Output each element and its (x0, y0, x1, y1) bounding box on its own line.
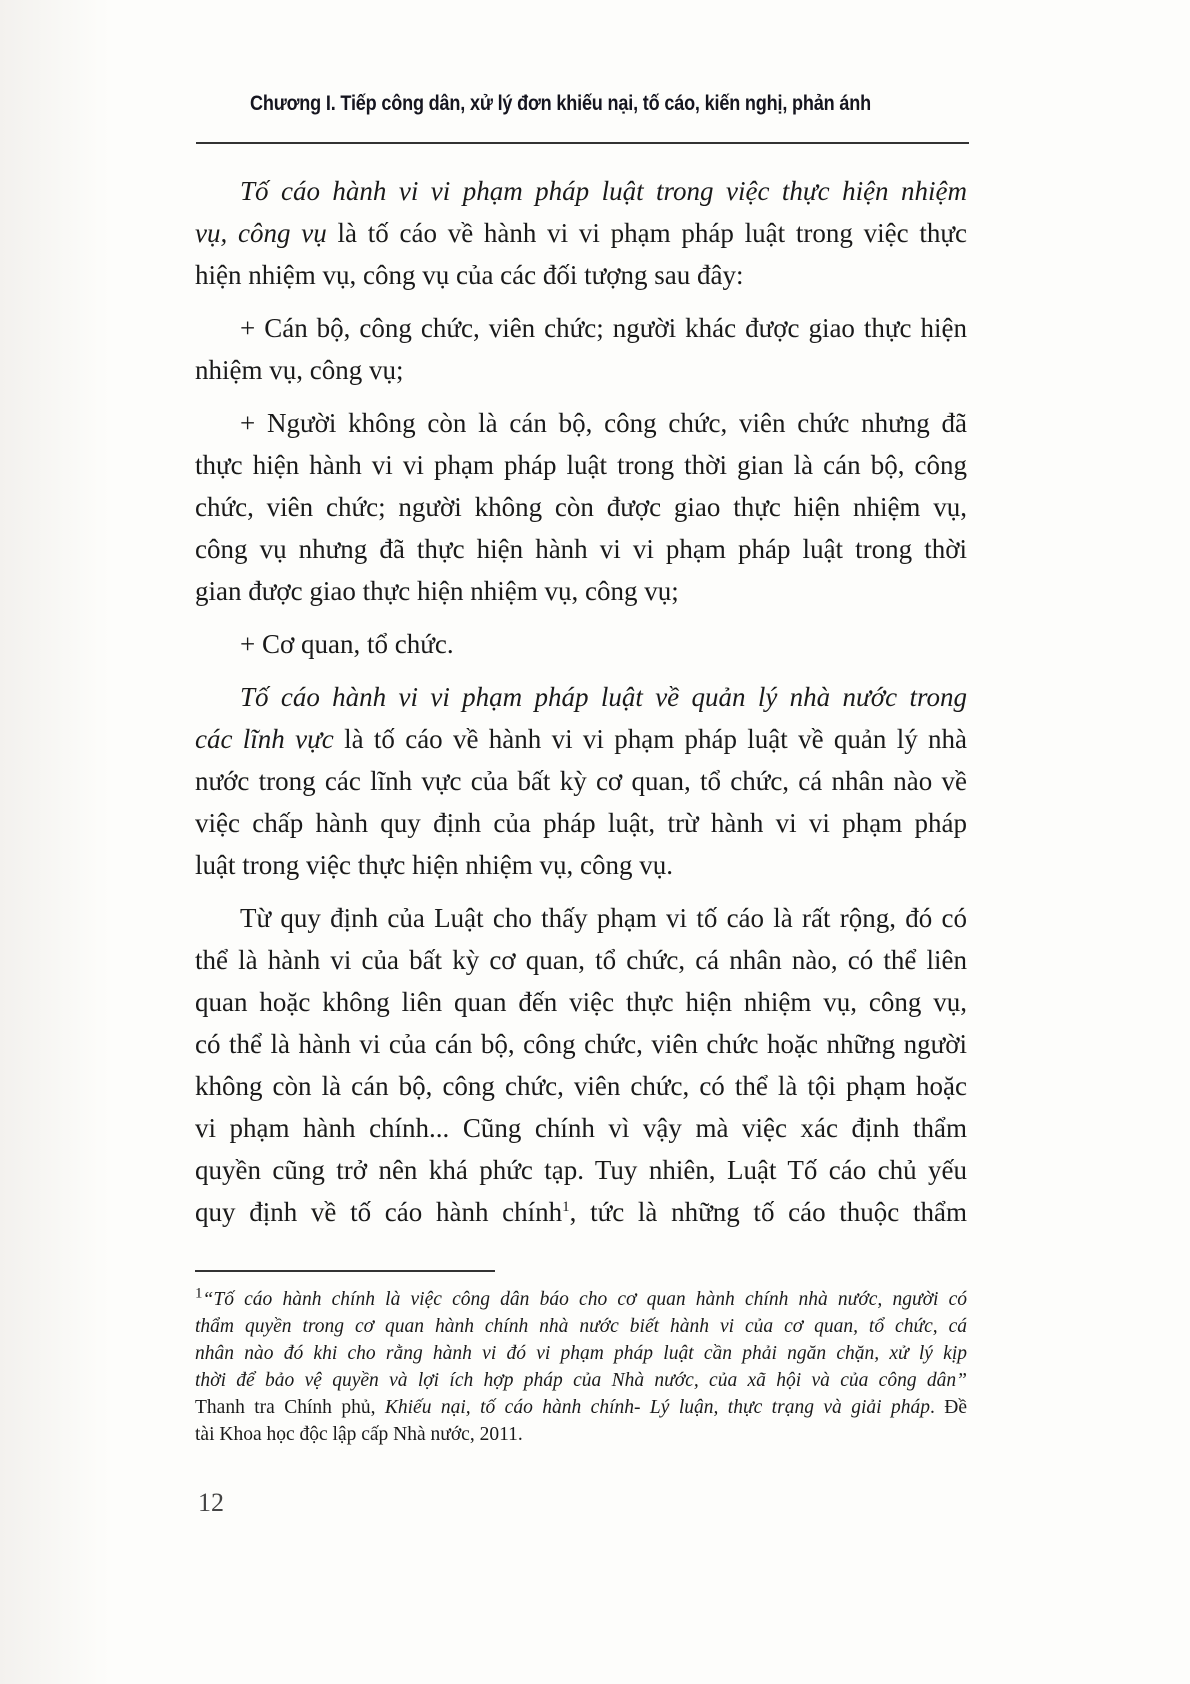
footnote-line (195, 1286, 967, 1313)
italic-text: thời để bảo vệ quyền và lợi ích hợp pháp của Nhà nước, của xã hội và của công dân” (195, 1370, 967, 1391)
text: + Người không còn là cán bộ, công chức, viên chức nhưng đã (240, 408, 967, 438)
footnote-line (195, 1394, 967, 1421)
footnote-line (195, 1340, 967, 1367)
text-line (195, 1149, 967, 1191)
text-line (195, 1023, 967, 1065)
text-line (195, 718, 967, 760)
text: công vụ nhưng đã thực hiện hành vi vi phạm pháp luật trong thời (195, 534, 967, 564)
text-line (195, 444, 967, 486)
text-line (195, 1191, 967, 1233)
paragraph (195, 402, 967, 612)
running-header: Chương I. Tiếp công dân, xử lý đơn khiếu nại, tố cáo, kiến nghị, phản ánh (250, 92, 871, 115)
page-edge-shadow (0, 0, 110, 1684)
text: Từ quy định của Luật cho thấy phạm vi tố cáo là rất rộng, đó có (240, 903, 967, 933)
text-line (195, 939, 967, 981)
text-line (195, 844, 967, 886)
text-line (195, 486, 967, 528)
text: + Cơ quan, tổ chức. (240, 629, 454, 659)
paragraph (195, 676, 967, 886)
header-rule (196, 142, 969, 144)
text-line (195, 402, 967, 444)
text-line (195, 1065, 967, 1107)
italic-text: nhân nào đó khi cho rằng hành vi đó vi phạm pháp luật cần phải ngăn chặn, xử lý kịp (195, 1343, 967, 1364)
footnote-line (195, 1421, 967, 1448)
italic-text: Tố cáo hành vi vi phạm pháp luật về quản lý nhà nước trong (240, 682, 967, 712)
text: + Cán bộ, công chức, viên chức; người khác được giao thực hiện (240, 313, 967, 343)
italic-text: thẩm quyền trong cơ quan hành chính nhà nước biết hành vi của cơ quan, tổ chức, cá (195, 1316, 967, 1337)
text-line (195, 528, 967, 570)
text-line (195, 349, 967, 391)
footnote (195, 1286, 967, 1448)
text-line (195, 170, 967, 212)
footnote-line (195, 1313, 967, 1340)
text-line (195, 623, 967, 665)
text-line (195, 981, 967, 1023)
footnote-marker: 1 (195, 1285, 203, 1302)
text: không còn là cán bộ, công chức, viên chức, có thể là tội phạm hoặc (195, 1071, 967, 1101)
text: , tức là những tố cáo thuộc thẩm (569, 1197, 967, 1227)
footnote-rule (195, 1270, 495, 1272)
text-line (195, 760, 967, 802)
italic-text: các lĩnh vực (195, 724, 334, 754)
text: chức, viên chức; người không còn được giao thực hiện nhiệm vụ, (195, 492, 967, 522)
text: quy định về tố cáo hành chính (195, 1197, 563, 1227)
text-line (195, 212, 967, 254)
text-line (195, 1107, 967, 1149)
text: tài Khoa học độc lập cấp Nhà nước, 2011. (195, 1424, 523, 1445)
text: gian được giao thực hiện nhiệm vụ, công vụ; (195, 576, 679, 606)
italic-text: Khiếu nại, tố cáo hành chính- Lý luận, thực trạng và giải pháp (384, 1397, 930, 1418)
text-line (195, 802, 967, 844)
text: nước trong các lĩnh vực của bất kỳ cơ quan, tổ chức, cá nhân nào về (195, 766, 967, 796)
text: quyền cũng trở nên khá phức tạp. Tuy nhiên, Luật Tố cáo chủ yếu (195, 1155, 967, 1185)
text: là tố cáo về hành vi vi phạm pháp luật trong việc thực (326, 218, 967, 248)
italic-text: Tố cáo hành vi vi phạm pháp luật trong việc thực hiện nhiệm (240, 176, 967, 206)
text: thể là hành vi của bất kỳ cơ quan, tổ chức, cá nhân nào, có thể liên (195, 945, 967, 975)
text: việc chấp hành quy định của pháp luật, trừ hành vi vi phạm pháp (195, 808, 967, 838)
text: hiện nhiệm vụ, công vụ của các đối tượng sau đây: (195, 260, 744, 290)
paragraph (195, 307, 967, 391)
italic-text: “Tố cáo hành chính là việc công dân báo cho cơ quan hành chính nhà nước, người có (202, 1289, 967, 1310)
text: Thanh tra Chính phủ, (195, 1397, 385, 1418)
page-number: 12 (198, 1488, 224, 1517)
text: nhiệm vụ, công vụ; (195, 355, 404, 385)
footnote-ref: 1 (562, 1199, 570, 1215)
paragraph (195, 623, 967, 665)
text: có thể là hành vi của cán bộ, công chức, viên chức hoặc những người (195, 1029, 967, 1059)
paragraph (195, 897, 967, 1233)
text-line (195, 676, 967, 718)
footnote-line (195, 1367, 967, 1394)
text: thực hiện hành vi vi phạm pháp luật trong thời gian là cán bộ, công (195, 450, 967, 480)
text: . Đề (929, 1397, 967, 1418)
text: là tố cáo về hành vi vi phạm pháp luật về quản lý nhà (333, 724, 967, 754)
text: quan hoặc không liên quan đến việc thực hiện nhiệm vụ, công vụ, (195, 987, 967, 1017)
text: luật trong việc thực hiện nhiệm vụ, công vụ. (195, 850, 674, 880)
text: vi phạm hành chính... Cũng chính vì vậy mà việc xác định thẩm (195, 1113, 967, 1143)
text-line (195, 307, 967, 349)
text-line (195, 570, 967, 612)
body-text (195, 170, 967, 1244)
italic-text: vụ, công vụ (195, 218, 327, 248)
paragraph (195, 170, 967, 296)
text-line (195, 254, 967, 296)
text-line (195, 897, 967, 939)
